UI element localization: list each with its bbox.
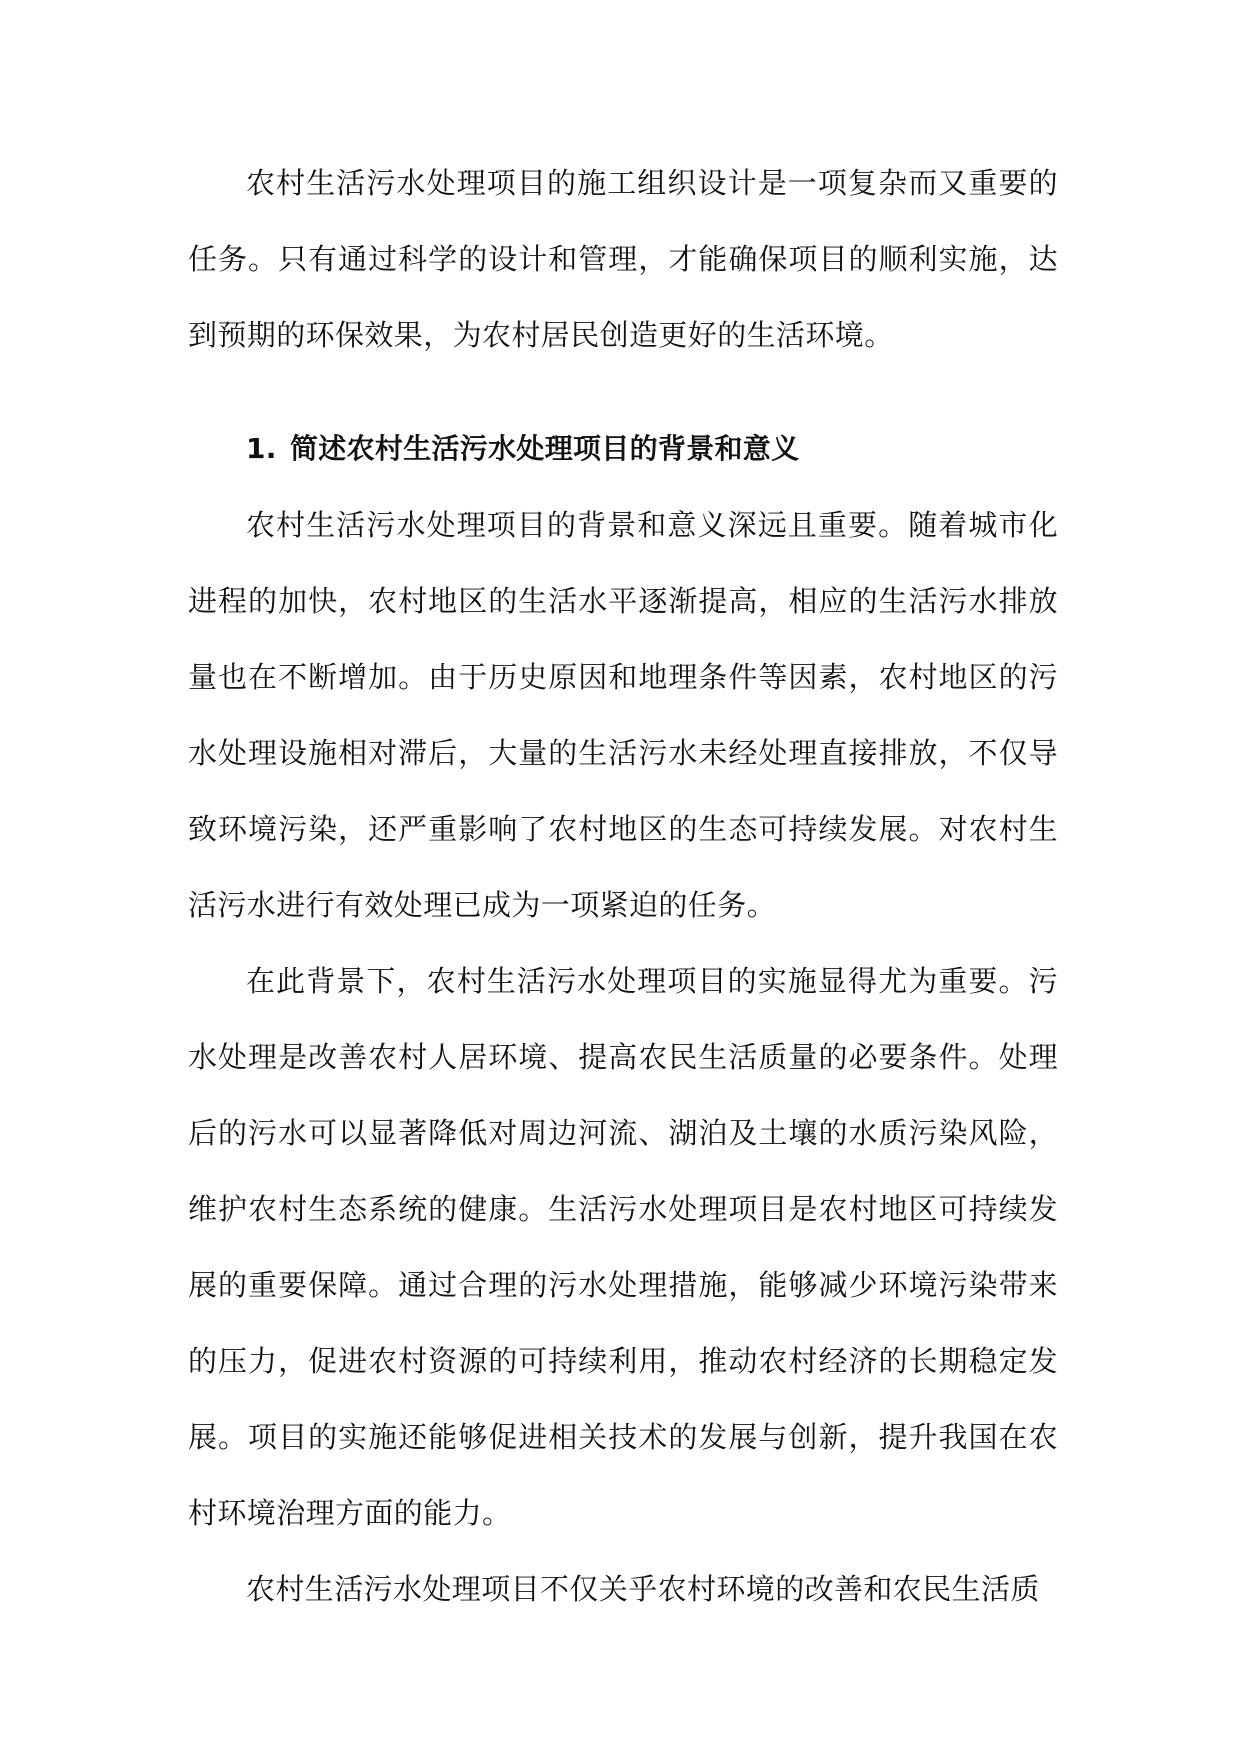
intro-paragraph: 农村生活污水处理项目的施工组织设计是一项复杂而又重要的任务。只有通过科学的设计和管理，才能确保项目的顺利实施，达到预期的环保效果，为农村居民创造更好的生活环境。: [188, 166, 1058, 352]
section-title: 简述农村生活污水处理项目的背景和意义: [290, 432, 800, 465]
section-number: 1.: [246, 432, 277, 465]
body-paragraph-background: 农村生活污水处理项目的背景和意义深远且重要。随着城市化进程的加快，农村地区的生活水平逐渐提高，相应的生活污水排放量也在不断增加。由于历史原因和地理条件等因素，农村地区的污水处理设施相对滞后，大量的生活污水未经处理直接排放，不仅导致环境污染，还严重影响了农村地区的生态可持续发展。对农村生活污水进行有效处理已成为一项紧迫的任务。: [188, 508, 1058, 922]
body-paragraph-continuation: 农村生活污水处理项目不仅关乎农村环境的改善和农民生活质: [246, 1572, 1040, 1606]
section-heading: [188, 411, 1058, 487]
document-body: [188, 145, 1058, 1627]
body-paragraph-significance: 在此背景下，农村生活污水处理项目的实施显得尤为重要。污水处理是改善农村人居环境、提高农民生活质量的必要条件。处理后的污水可以显著降低对周边河流、湖泊及土壤的水质污染风险，维护农村生态系统的健康。生活污水处理项目是农村地区可持续发展的重要保障。通过合理的污水处理措施，能够减少环境污染带来的压力，促进农村资源的可持续利用，推动农村经济的长期稳定发展。项目的实施还能够促进相关技术的发展与创新，提升我国在农村环境治理方面的能力。: [188, 964, 1058, 1530]
